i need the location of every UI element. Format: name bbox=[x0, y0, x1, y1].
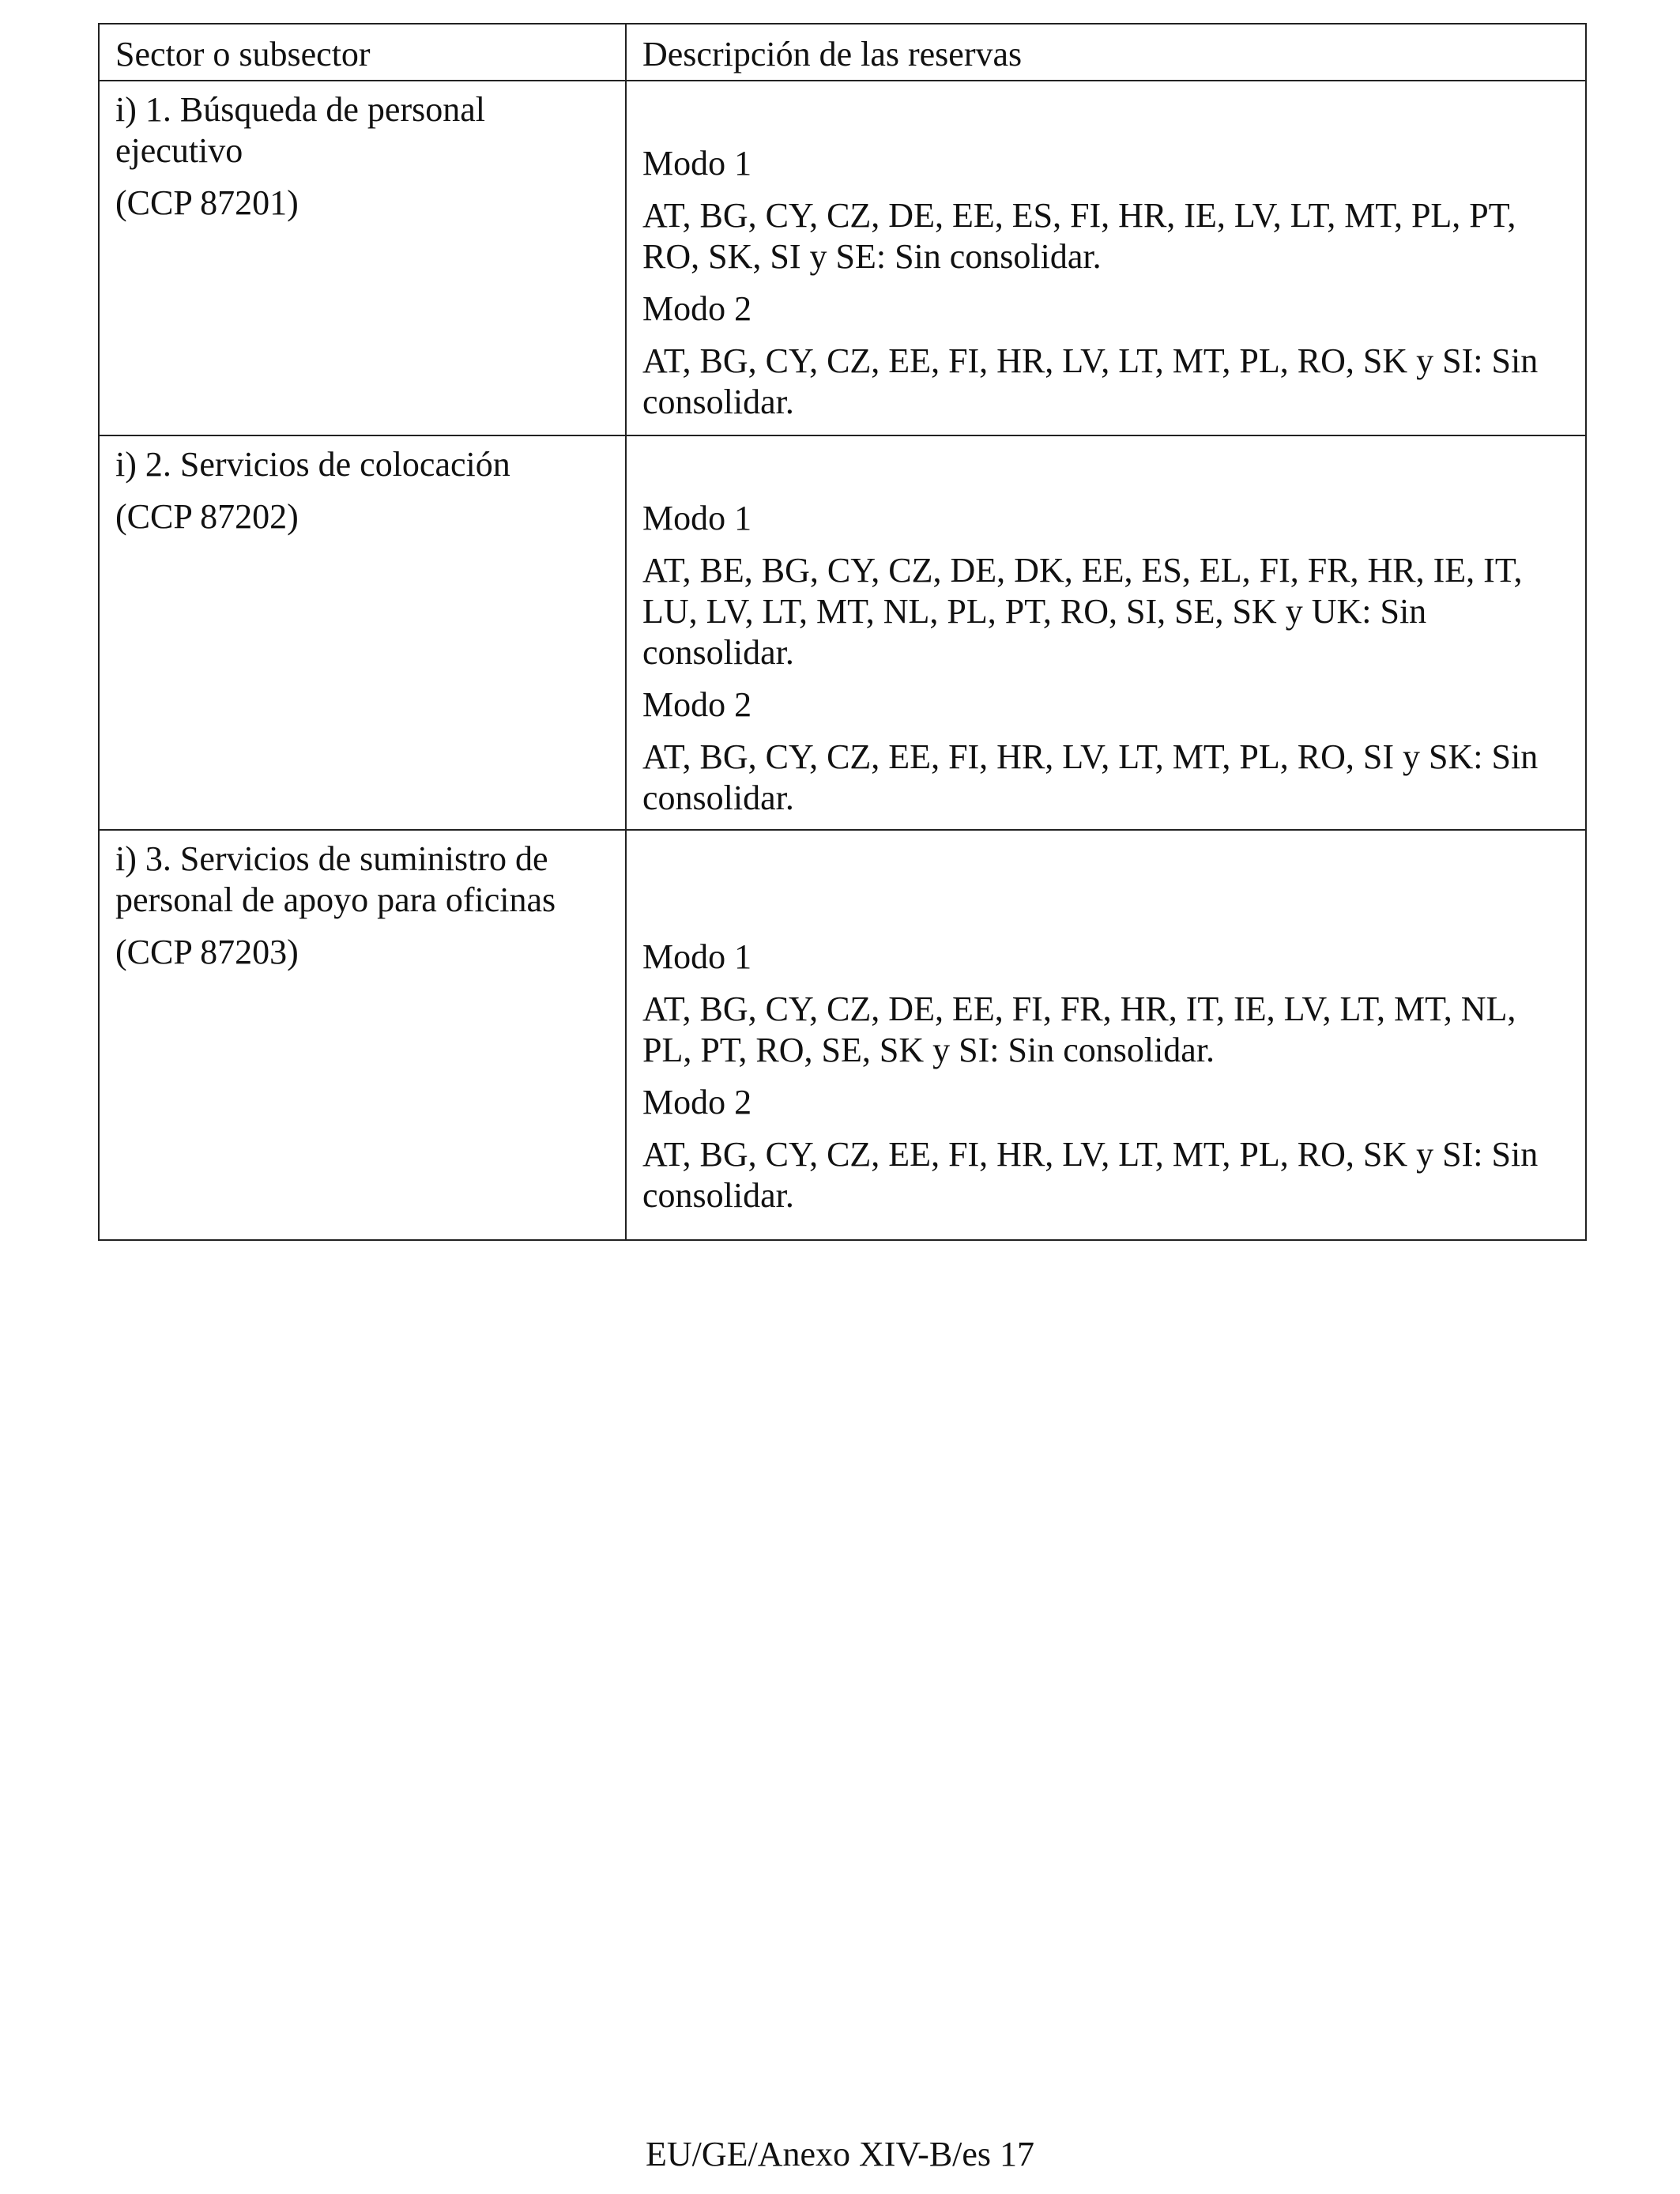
description-cell bbox=[626, 435, 1586, 830]
reservations-table bbox=[98, 23, 1587, 1241]
sector-code: (CCP 87202) bbox=[115, 497, 299, 536]
table-row bbox=[99, 830, 1586, 1240]
mode-text: AT, BG, CY, CZ, EE, FI, HR, LV, LT, MT, PL, RO, SI y SK: Sin consolidar. bbox=[642, 737, 1539, 817]
sector-cell bbox=[99, 830, 626, 1240]
mode-label: Modo 2 bbox=[642, 1083, 752, 1122]
mode-label: Modo 1 bbox=[642, 144, 752, 183]
mode-text: AT, BG, CY, CZ, EE, FI, HR, LV, LT, MT, PL, RO, SK y SI: Sin consolidar. bbox=[642, 1135, 1539, 1215]
header-sector: Sector o subsector bbox=[99, 24, 626, 81]
table-row bbox=[99, 81, 1586, 435]
description-cell bbox=[626, 830, 1586, 1240]
mode-text: AT, BG, CY, CZ, EE, FI, HR, LV, LT, MT, PL, RO, SK y SI: Sin consolidar. bbox=[642, 341, 1539, 421]
sector-name: i) 2. Servicios de colocación bbox=[115, 445, 510, 484]
sector-name: i) 1. Búsqueda de personal ejecutivo bbox=[115, 90, 485, 170]
sector-cell bbox=[99, 435, 626, 830]
table-row bbox=[99, 435, 1586, 830]
mode-label: Modo 2 bbox=[642, 289, 752, 328]
description-cell bbox=[626, 81, 1586, 435]
table-header-row bbox=[99, 24, 1586, 81]
sector-name: i) 3. Servicios de suministro de personal de apoyo para oficinas bbox=[115, 839, 556, 919]
mode-text: AT, BG, CY, CZ, DE, EE, FI, FR, HR, IT, IE, LV, LT, MT, NL, PL, PT, RO, SE, SK y SI: Sin consolidar. bbox=[642, 990, 1516, 1069]
mode-label: Modo 1 bbox=[642, 499, 752, 537]
mode-text: AT, BG, CY, CZ, DE, EE, ES, FI, HR, IE, LV, LT, MT, PL, PT, RO, SK, SI y SE: Sin consolidar. bbox=[642, 196, 1516, 276]
sector-code: (CCP 87203) bbox=[115, 933, 299, 971]
mode-label: Modo 1 bbox=[642, 937, 752, 976]
page-footer-reference: EU/GE/Anexo XIV-B/es 17 bbox=[645, 2135, 1035, 2173]
mode-text: AT, BE, BG, CY, CZ, DE, DK, EE, ES, EL, FI, FR, HR, IE, IT, LU, LV, LT, MT, NL, PL, PT, RO, SI, SE, SK y UK: Sin consolidar. bbox=[642, 551, 1523, 672]
sector-code: (CCP 87201) bbox=[115, 183, 299, 222]
sector-cell bbox=[99, 81, 626, 435]
header-description: Descripción de las reservas bbox=[626, 24, 1586, 81]
mode-label: Modo 2 bbox=[642, 685, 752, 724]
